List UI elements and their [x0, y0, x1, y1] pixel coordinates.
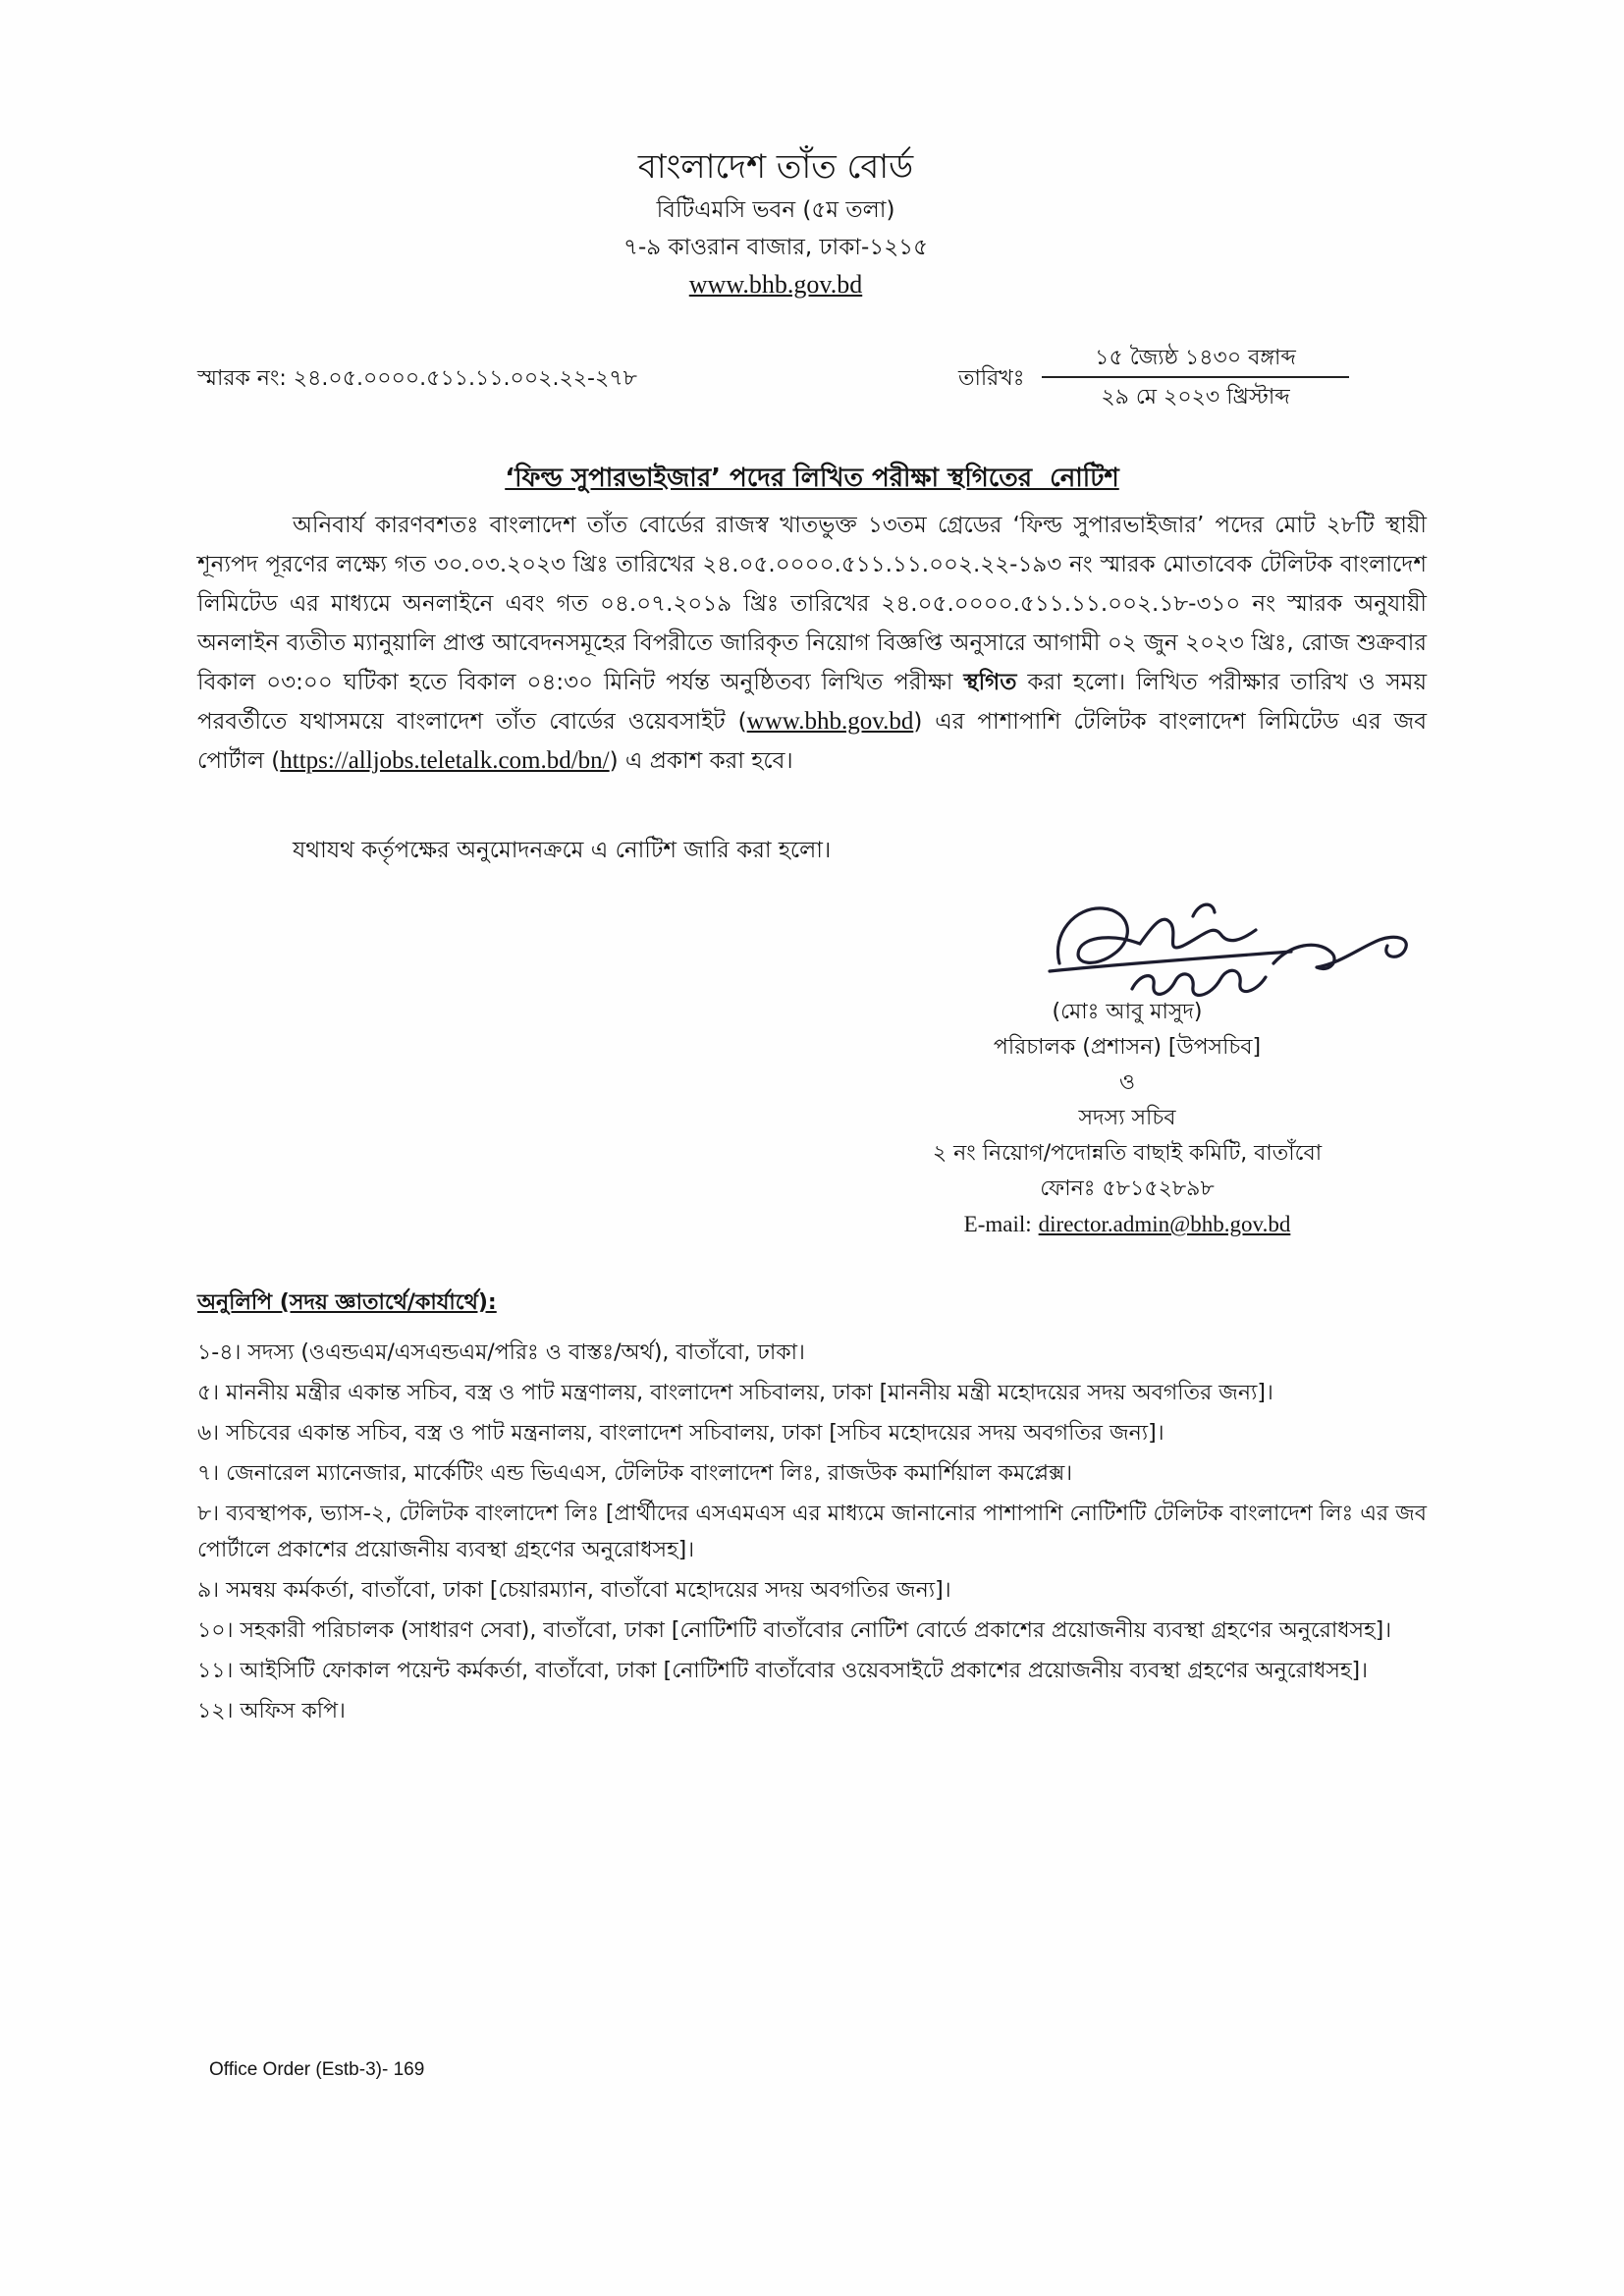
email-address: director.admin@bhb.gov.bd — [1038, 1212, 1291, 1236]
signatory-role: সদস্য সচিব — [1078, 1106, 1176, 1130]
body-website-url: www.bhb.gov.bd — [746, 708, 914, 735]
copies-heading — [197, 1285, 1427, 1321]
date-block — [1042, 340, 1349, 417]
notice-title — [197, 457, 1427, 500]
signature-stroke — [1132, 970, 1266, 995]
signatory-phone: ফোনঃ ৫৮১৫২৮৯৮ — [1040, 1176, 1215, 1201]
date-label: তারিখঃ — [958, 366, 1025, 391]
signatory-email-line — [864, 1207, 1390, 1243]
list-item: ১০। সহকারী পরিচালক (সাধারণ সেবা), বাতাঁবো, ঢাকা [নোটিশটি বাতাঁবোর নোটিশ বোর্ডে প্রকাশের প্রয়োজনীয় ব্যবস্থা গ্রহণের অনুরোধসহ]। — [197, 1618, 1392, 1643]
header-website: www.bhb.gov.bd — [688, 270, 863, 299]
handwritten-signature — [1046, 895, 1414, 1008]
copies-heading-text: অনুলিপি (সদয় জ্ঞাতার্থে/কার্যার্থে): — [197, 1290, 497, 1315]
signature-area — [197, 870, 1427, 995]
body-paragraph-2: যথাযথ কর্তৃপক্ষের অনুমোদনক্রমে এ নোটিশ জারি করা হলো। — [293, 838, 832, 863]
letterhead — [161, 142, 1390, 306]
office-order-footer: Office Order (Estb-3)- 169 — [209, 2059, 425, 2080]
body-text-3: ) এর পাশাপাশি টেলিটক বাংলাদেশ লিমিটেড এর জব পোর্টাল ( — [197, 709, 1427, 774]
job-portal-url: https://alljobs.teletalk.com.bd/bn/ — [280, 747, 610, 774]
body-text-2: করা হলো। লিখিত পরীক্ষার তারিখ ও সময় পরবর্তীতে যথাসময়ে বাংলাদেশ তাঁত বোর্ডের ওয়েবসাইট ( — [197, 670, 1428, 735]
address-line: ৭-৯ কাওরান বাজার, ঢাকা-১২১৫ — [623, 235, 928, 260]
list-item: ১১। আইসিটি ফোকাল পয়েন্ট কর্মকর্তা, বাতাঁবো, ঢাকা [নোটিশটি বাতাঁবোর ওয়েবসাইটে প্রকাশের প্রয়োজনীয় ব্যবস্থা গ্রহণের অনুরোধসহ]। — [197, 1659, 1368, 1683]
signatory-committee: ২ নং নিয়োগ/পদোন্নতি বাছাই কমিটি, বাতাঁবো — [932, 1141, 1323, 1166]
email-label: E-mail: — [963, 1212, 1032, 1236]
building-line: বিটিএমসি ভবন (৫ম তলা) — [656, 197, 895, 223]
list-item: ৫। মাননীয় মন্ত্রীর একান্ত সচিব, বস্ত্র ও পাট মন্ত্রণালয়, বাংলাদেশ সচিবালয়, ঢাকা [মাননীয় মন্ত্রী মহোদয়ের সদয় অবগতির জন্য]। — [197, 1381, 1273, 1405]
body-text-4: ) এ প্রকাশ করা হবে। — [609, 748, 793, 774]
date-gregorian: ২৯ মে ২০২৩ খ্রিস্টাব্দ — [1101, 385, 1290, 410]
signatory-block — [864, 995, 1390, 1243]
copies-list — [197, 1335, 1427, 1729]
body-paragraph-1 — [197, 506, 1427, 781]
list-item: ১-৪। সদস্য (ওএন্ডএম/এসএন্ডএম/পরিঃ ও বাস্তঃ/অর্থ), বাতাঁবো, ঢাকা। — [197, 1340, 805, 1365]
list-item: ৭। জেনারেল ম্যানেজার, মার্কেটিং এন্ড ভিএএস, টেলিটক বাংলাদেশ লিঃ, রাজউক কমার্শিয়াল কমপ্লেক্স। — [197, 1461, 1073, 1486]
signature-stroke — [1057, 908, 1140, 963]
signatory-name: (মোঃ আবু মাসুদ) — [1052, 1000, 1203, 1024]
signatory-conjunction: ও — [1118, 1070, 1136, 1095]
postponed-emphasis: স্থগিত — [963, 670, 1017, 695]
list-item: ৮। ব্যবস্থাপক, ভ্যাস-২, টেলিটক বাংলাদেশ লিঃ [প্রার্থীদের এসএমএস এর মাধ্যমে জানানোর পাশাপাশি নোটিশটি টেলিটক বাংলাদেশ লিঃ এর জব পোর্টালে প্রকাশের প্রয়োজনীয় ব্যবস্থা গ্রহণের অনুরোধসহ]। — [197, 1502, 1427, 1562]
memo-row — [197, 340, 1427, 418]
list-item: ১২। অফিস কপি। — [197, 1699, 346, 1723]
signature-stroke — [1273, 937, 1406, 968]
list-item: ৬। সচিবের একান্ত সচিব, বস্ত্র ও পাট মন্ত্রনালয়, বাংলাদেশ সচিবালয়, ঢাকা [সচিব মহোদয়ের সদয় অবগতির জন্য]। — [197, 1421, 1164, 1446]
notice-content — [197, 0, 1427, 1733]
memo-number: স্মারক নং: ২৪.০৫.০০০০.৫১১.১১.০০২.২২-২৭৮ — [197, 366, 637, 391]
body-text-1: অনিবার্য কারণবশতঃ বাংলাদেশ তাঁত বোর্ডের রাজস্ব খাতভুক্ত ১৩তম গ্রেডের ‘ফিল্ড সুপারভাইজার’ পদের মোট ২৮টি স্থায়ী শূন্যপদ পূরণের লক্ষ্যে গত ৩০.০৩.২০২৩ খ্রিঃ তারিখের ২৪.০৫.০০০০.৫১১.১১.০০২.২২-১৯৩ নং স্মারক মোতাবেক টেলিটক বাংলাদেশ লিমিটেড এর মাধ্যমে অনলাইনে এবং গত ০৪.০৭.২০১৯ খ্রিঃ তারিখের ২৪.০৫.০০০০.৫১১.১১.০০২.১৮-৩১০ নং স্মারক অনুযায়ী অনলাইন ব্যতীত ম্যানুয়ালি প্রাপ্ত আবেদনসমূহের বিপরীতে জারিকৃত নিয়োগ বিজ্ঞপ্তি অনুসারে আগামী ০২ জুন ২০২৩ খ্রিঃ, রোজ শুক্রবার বিকাল ০৩:০০ ঘটিকা হতে বিকাল ০৪:৩০ মিনিট পর্যন্ত অনুষ্ঠিতব্য লিখিত পরীক্ষা — [197, 513, 1427, 695]
signature-stroke — [1193, 904, 1215, 916]
signatory-designation: পরিচালক (প্রশাসন) [উপসচিব] — [993, 1035, 1262, 1060]
organization-name: বাংলাদেশ তাঁত বোর্ড — [637, 147, 914, 187]
notice-title-text: ‘ফিল্ড সুপারভাইজার’ পদের লিখিত পরীক্ষা স্থগিতের নোটিশ — [505, 464, 1119, 493]
website-line — [161, 266, 1390, 306]
signature-stroke — [1140, 919, 1256, 948]
list-item: ৯। সমন্বয় কর্মকর্তা, বাতাঁবো, ঢাকা [চেয়ারম্যান, বাতাঁবো মহোদয়ের সদয় অবগতির জন্য]। — [197, 1578, 951, 1603]
date-bangla: ১৫ জ্যৈষ্ঠ ১৪৩০ বঙ্গাব্দ — [1042, 340, 1349, 378]
